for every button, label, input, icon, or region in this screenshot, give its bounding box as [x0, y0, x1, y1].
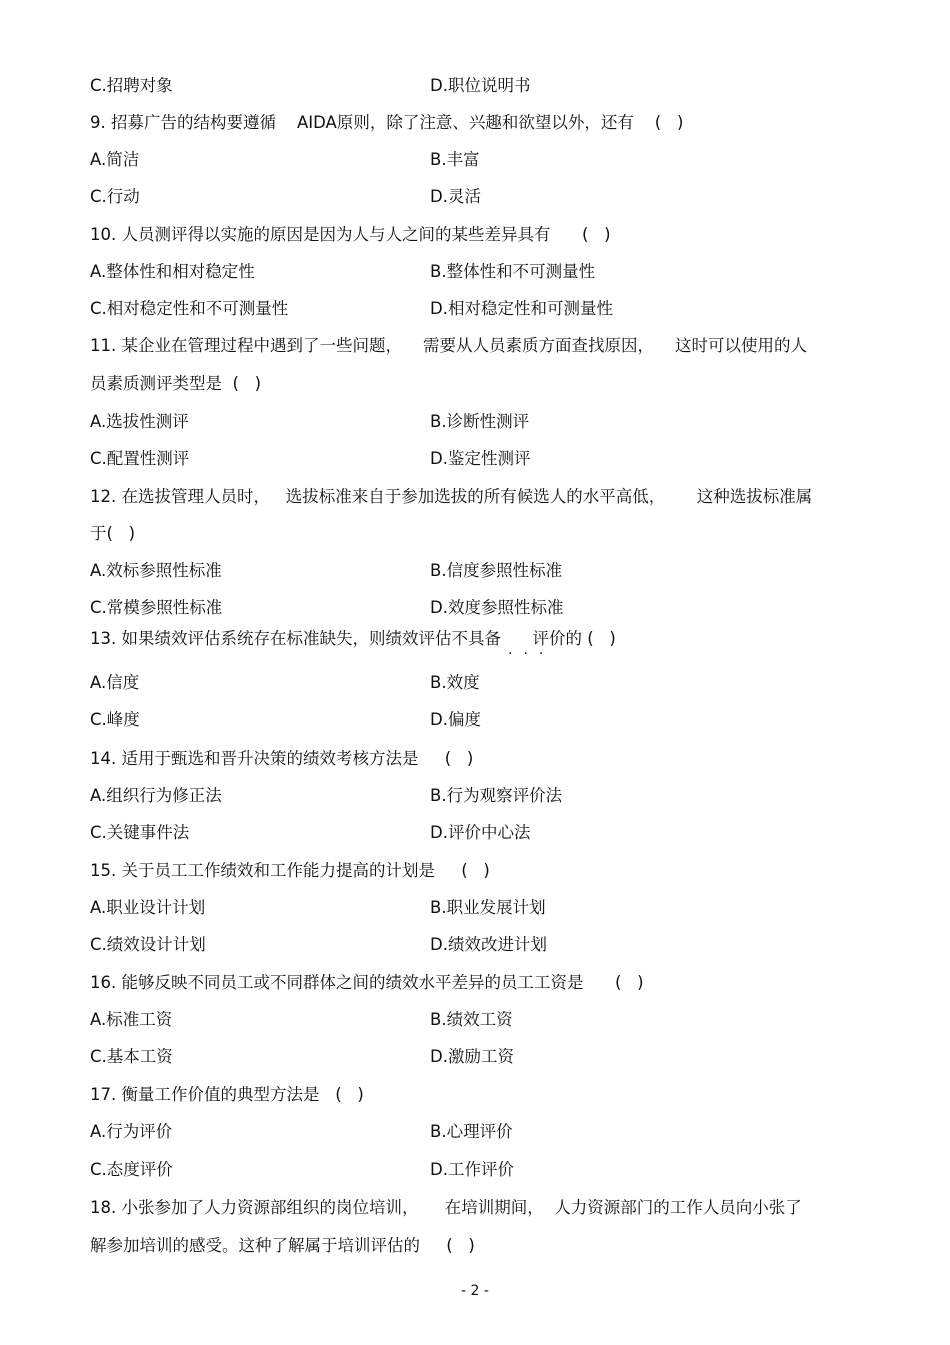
option-text: C.峰度	[90, 710, 140, 729]
option-text: C.关键事件法	[90, 823, 190, 842]
option-text: B.行为观察评价法	[430, 786, 563, 805]
option-text: C.行动	[90, 187, 140, 206]
option-text: D.偏度	[430, 710, 481, 729]
option-text: C.相对稳定性和不可测量性	[90, 299, 289, 318]
option-text: A.行为评价	[90, 1122, 173, 1141]
option-text: D.相对稳定性和可测量性	[430, 299, 613, 318]
question-text: 11. 某企业在管理过程中遇到了一些问题， 需要从人员素质方面查找原因， 这时可以使用的人	[90, 336, 807, 355]
option-text: B.丰富	[430, 150, 480, 169]
question-text: 10. 人员测评得以实施的原因是因为人与人之间的某些差异具有 ( )	[90, 225, 611, 244]
option-text: D.激励工资	[430, 1047, 514, 1066]
option-text: C.常模参照性标准	[90, 598, 223, 617]
option-text: C.态度评价	[90, 1160, 173, 1179]
question-text: 13. 如果绩效评估系统存在标准缺失，则绩效评估不具备 评价的 ( )	[90, 629, 616, 648]
option-text: B.绩效工资	[430, 1010, 513, 1029]
emphasis-dots: ···	[508, 646, 555, 662]
option-text: A.标准工资	[90, 1010, 173, 1029]
question-text: 16. 能够反映不同员工或不同群体之间的绩效水平差异的员工工资是 ( )	[90, 973, 644, 992]
question-text: 14. 适用于甄选和晋升决策的绩效考核方法是 ( )	[90, 749, 474, 768]
question-text: 12. 在选拔管理人员时， 选拔标准来自于参加选拔的所有候选人的水平高低， 这种选拔标准属	[90, 487, 813, 506]
option-text: D.评价中心法	[430, 823, 531, 842]
option-text: B.效度	[430, 673, 480, 692]
option-text: D.工作评价	[430, 1160, 514, 1179]
option-text: D.鉴定性测评	[430, 449, 531, 468]
question-text: 17. 衡量工作价值的典型方法是 ( )	[90, 1085, 364, 1104]
option-text: C.配置性测评	[90, 449, 190, 468]
option-text: A.效标参照性标准	[90, 561, 222, 580]
option-text: C.基本工资	[90, 1047, 173, 1066]
option-text: D.职位说明书	[430, 76, 531, 95]
option-text: B.整体性和不可测量性	[430, 262, 596, 281]
option-text: A.简洁	[90, 150, 140, 169]
option-text: C.绩效设计计划	[90, 935, 206, 954]
option-text: A.选拔性测评	[90, 412, 189, 431]
question-text: 15. 关于员工工作绩效和工作能力提高的计划是 ( )	[90, 861, 490, 880]
option-text: B.职业发展计划	[430, 898, 546, 917]
option-text: B.诊断性测评	[430, 412, 530, 431]
question-text: 于( )	[90, 524, 136, 543]
option-text: D.绩效改进计划	[430, 935, 547, 954]
option-text: C.招聘对象	[90, 76, 173, 95]
option-text: A.信度	[90, 673, 140, 692]
page-number: - 2 -	[461, 1283, 489, 1299]
option-text: D.效度参照性标准	[430, 598, 564, 617]
option-text: D.灵活	[430, 187, 481, 206]
question-text: 18. 小张参加了人力资源部组织的岗位培训， 在培训期间， 人力资源部门的工作人员向小张了	[90, 1198, 802, 1217]
question-text: 9. 招募广告的结构要遵循 AIDA原则，除了注意、兴趣和欲望以外，还有 ( )	[90, 113, 684, 132]
option-text: A.整体性和相对稳定性	[90, 262, 255, 281]
option-text: B.信度参照性标准	[430, 561, 563, 580]
question-text: 解参加培训的感受。这种了解属于培训评估的 ( )	[90, 1236, 475, 1255]
option-text: A.组织行为修正法	[90, 786, 222, 805]
option-text: B.心理评价	[430, 1122, 513, 1141]
option-text: A.职业设计计划	[90, 898, 206, 917]
question-text: 员素质测评类型是 ( )	[90, 374, 262, 393]
